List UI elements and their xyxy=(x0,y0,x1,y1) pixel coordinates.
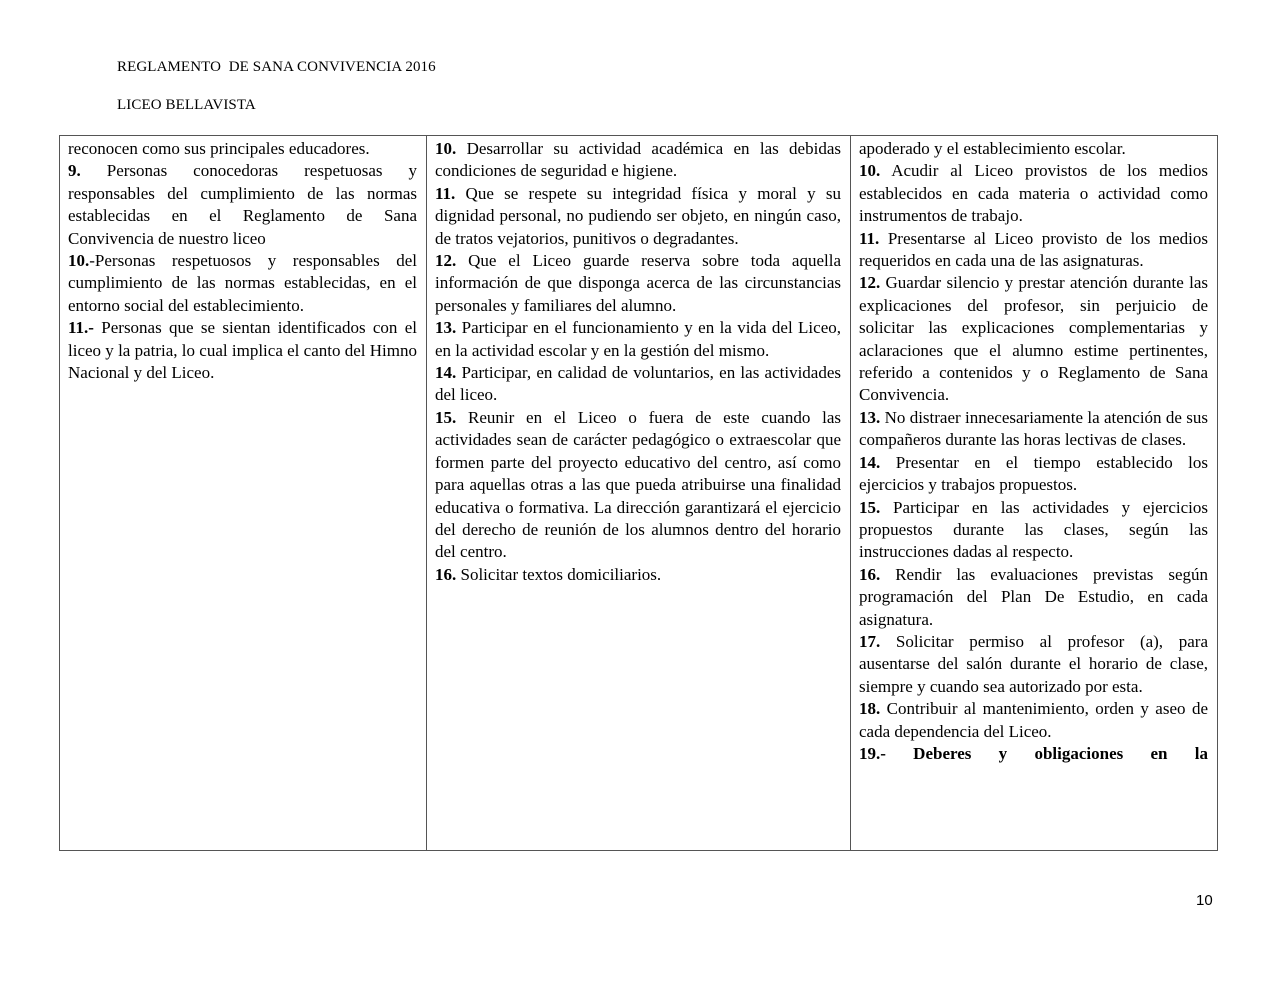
item-text: Presentarse al Liceo provisto de los medios requeridos en cada una de las asignaturas. xyxy=(859,228,1208,271)
item-number: 18. xyxy=(859,699,881,719)
list-item xyxy=(859,564,1208,631)
item-text: Solicitar permiso al profesor (a), para ausentarse del salón durante el horario de clase, siempre y cuando sea autorizado por esta. xyxy=(859,631,1208,696)
list-item xyxy=(435,183,841,250)
item-number: 17. xyxy=(859,631,881,651)
item-text: Presentar en el tiempo establecido los ejercicios y trabajos propuestos. xyxy=(859,452,1208,495)
item-number: 19.- Deberes y obligaciones en la xyxy=(859,743,1208,763)
item-text: Personas conocedoras respetuosas y responsables del cumplimiento de las normas establecidas en el Reglamento de Sana Convivencia de nuestro liceo xyxy=(68,161,417,248)
item-text: Personas que se sientan identificados con el liceo y la patria, lo cual implica el canto del Himno Nacional y del Liceo. xyxy=(68,318,417,383)
item-number: 12. xyxy=(435,251,457,271)
item-text: No distraer innecesariamente la atención de sus compañeros durante las horas lectivas de clases. xyxy=(859,407,1208,450)
item-number: 10. xyxy=(68,251,90,271)
item-number: 9. xyxy=(68,161,81,181)
item-number: 11.- xyxy=(68,318,94,338)
list-item xyxy=(68,250,417,317)
item-text: Desarrollar su actividad académica en las debidas condiciones de seguridad e higiene. xyxy=(435,139,841,181)
item-text: -Personas respetuosos y responsables del cumplimiento de las normas establecidas, en el entorno social del establecimiento. xyxy=(68,251,417,315)
content-table xyxy=(59,135,1218,851)
item-text: Que se respete su integridad física y moral y su dignidad personal, no pudiendo ser objeto, en ningún caso, de tratos vejatorios, punitivos o degradantes. xyxy=(435,183,841,248)
list-item xyxy=(435,250,841,317)
list-item xyxy=(68,160,417,250)
item-text: Participar en el funcionamiento y en la vida del Liceo, en la actividad escolar y en la gestión del mismo. xyxy=(435,318,841,360)
list-item xyxy=(859,497,1208,564)
item-text: Reunir en el Liceo o fuera de este cuando las actividades sean de carácter pedagógico o extraescolar que formen parte del proyecto educativo del centro, así como para aquellas otras a las que pueda atribuirse una finalidad educativa o formativa. La dirección garantizará el ejercicio del derecho de reunión de los alumnos dentro del horario del centro. xyxy=(435,407,841,562)
page-number: 10 xyxy=(1196,892,1213,909)
list-item xyxy=(435,138,841,183)
list-item xyxy=(435,407,841,564)
item-number: 15. xyxy=(435,407,457,427)
item-number: 10. xyxy=(859,161,881,181)
item-number: 10. xyxy=(435,139,457,158)
item-number: 16. xyxy=(859,564,881,584)
item-number: 13. xyxy=(859,407,881,427)
list-item xyxy=(859,138,1208,160)
item-number: 13. xyxy=(435,318,457,338)
list-item xyxy=(859,228,1208,273)
item-text: Contribuir al mantenimiento, orden y aseo de cada dependencia del Liceo. xyxy=(859,699,1208,741)
item-number: 11. xyxy=(859,228,880,248)
item-number: 12. xyxy=(859,273,881,293)
item-text: Guardar silencio y prestar atención durante las explicaciones del profesor, sin perjuicio de solicitar las explicaciones complementarias y aclaraciones que el alumno estime pertinentes, referido a contenidos y o Reglamento de Sana Convivencia. xyxy=(859,273,1208,405)
list-item xyxy=(859,160,1208,227)
item-text: Participar en las actividades y ejercicios propuestos durante las clases, según las instrucciones dadas al respecto. xyxy=(859,497,1208,562)
item-text: Que el Liceo guarde reserva sobre toda aquella información de que disponga acerca de las circunstancias personales y familiares del alumno. xyxy=(435,251,841,315)
list-item xyxy=(435,317,841,362)
list-item xyxy=(435,564,841,586)
item-text: Participar, en calidad de voluntarios, en las actividades del liceo. xyxy=(435,363,841,405)
table-column xyxy=(427,136,851,850)
item-number: 11. xyxy=(435,183,456,203)
item-number: 14. xyxy=(435,363,457,383)
list-item xyxy=(859,631,1208,698)
item-text: Solicitar textos domiciliarios. xyxy=(456,564,662,584)
list-item xyxy=(859,698,1208,743)
item-text: Acudir al Liceo provistos de los medios establecidos en cada materia o actividad como instrumentos de trabajo. xyxy=(859,161,1208,226)
table-column xyxy=(60,136,427,850)
list-item xyxy=(68,317,417,384)
item-text: reconocen como sus principales educadores. xyxy=(68,139,370,158)
table-column xyxy=(851,136,1217,850)
list-item xyxy=(859,407,1208,452)
item-text: Rendir las evaluaciones previstas según programación del Plan De Estudio, en cada asignatura. xyxy=(859,564,1208,629)
school-name: LICEO BELLAVISTA xyxy=(117,97,256,113)
item-number: 16. xyxy=(435,564,457,584)
list-item xyxy=(859,272,1208,406)
list-item xyxy=(859,743,1208,765)
item-text: apoderado y el establecimiento escolar. xyxy=(859,139,1126,158)
list-item xyxy=(859,452,1208,497)
list-item xyxy=(435,362,841,407)
item-number: 15. xyxy=(859,497,881,517)
item-number: 14. xyxy=(859,452,881,472)
list-item xyxy=(68,138,417,160)
document-title: REGLAMENTO DE SANA CONVIVENCIA 2016 xyxy=(117,59,436,75)
